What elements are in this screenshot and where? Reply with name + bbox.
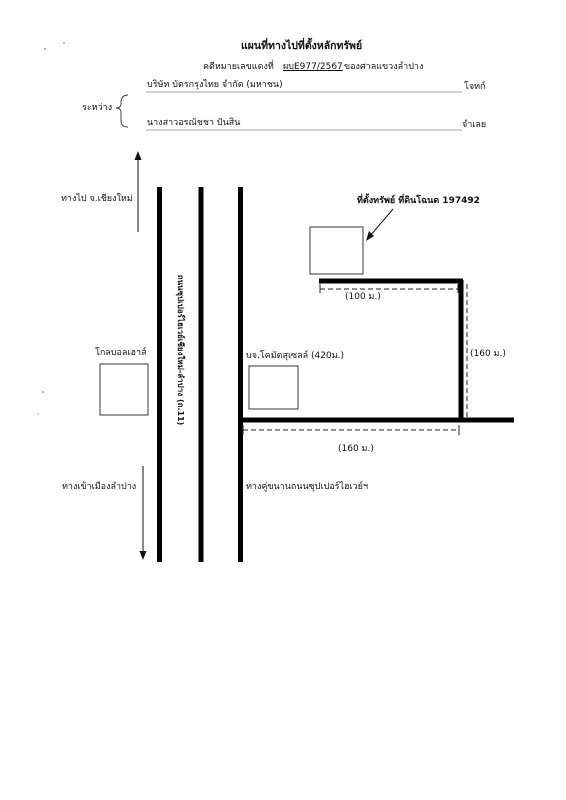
property-building <box>310 227 363 274</box>
property-pointer-line <box>370 209 393 236</box>
highway-label: ถนนซุปเปอร์ไฮเวย์เชียงใหม่-ลำปาง (ถ.11) <box>176 274 185 426</box>
distance-right-label: (160 ม.) <box>470 349 506 359</box>
plaintiff-name: บริษัท บัตรกรุงไทย จำกัด (มหาชน) <box>147 80 283 90</box>
case-number: ผบE977/2567 <box>283 62 343 72</box>
defendant-role: จำเลย <box>462 120 487 130</box>
property-label: ที่ตั้งทรัพย์ ที่ดินโฉนด 197492 <box>357 196 480 206</box>
frontage-road-label: ทางคู่ขนานถนนซุปเปอร์ไฮเวย์ฯ <box>246 482 368 492</box>
south-arrow-head <box>140 551 147 560</box>
direction-south-label: ทางเข้าเมืองลำปาง <box>62 482 137 492</box>
scan-speck <box>42 391 44 393</box>
direction-north-label: ทางไป จ.เชียงใหม่ <box>61 194 133 204</box>
north-arrow-head <box>135 151 142 160</box>
plaintiff-role: โจทก์ <box>464 82 486 92</box>
distance-bottom-label: (160 ม.) <box>338 444 374 454</box>
scan-speck <box>37 413 38 414</box>
defendant-name: นางสาวอรณัชชา ปันสิน <box>147 118 241 128</box>
page-title: แผนที่ทางไปที่ตั้งหลักทรัพย์ <box>241 40 363 52</box>
between-label: ระหว่าง <box>82 103 113 113</box>
globalhouse-building <box>100 364 148 415</box>
landmark-komatsu: บจ.โคมัตสุเซลล์ (420ม.) <box>246 351 345 361</box>
party-bracket <box>116 95 128 127</box>
scan-speck <box>63 42 64 43</box>
komatsu-building <box>249 366 298 409</box>
landmark-globalhouse: โกลบอลเฮาส์ <box>95 348 147 358</box>
distance-top-label: (100 ม.) <box>345 292 381 302</box>
court-name: ของศาลแขวงลำปาง <box>344 62 424 72</box>
scan-speck <box>44 48 46 50</box>
case-label: คดีหมายเลขแดงที่ <box>203 62 274 72</box>
